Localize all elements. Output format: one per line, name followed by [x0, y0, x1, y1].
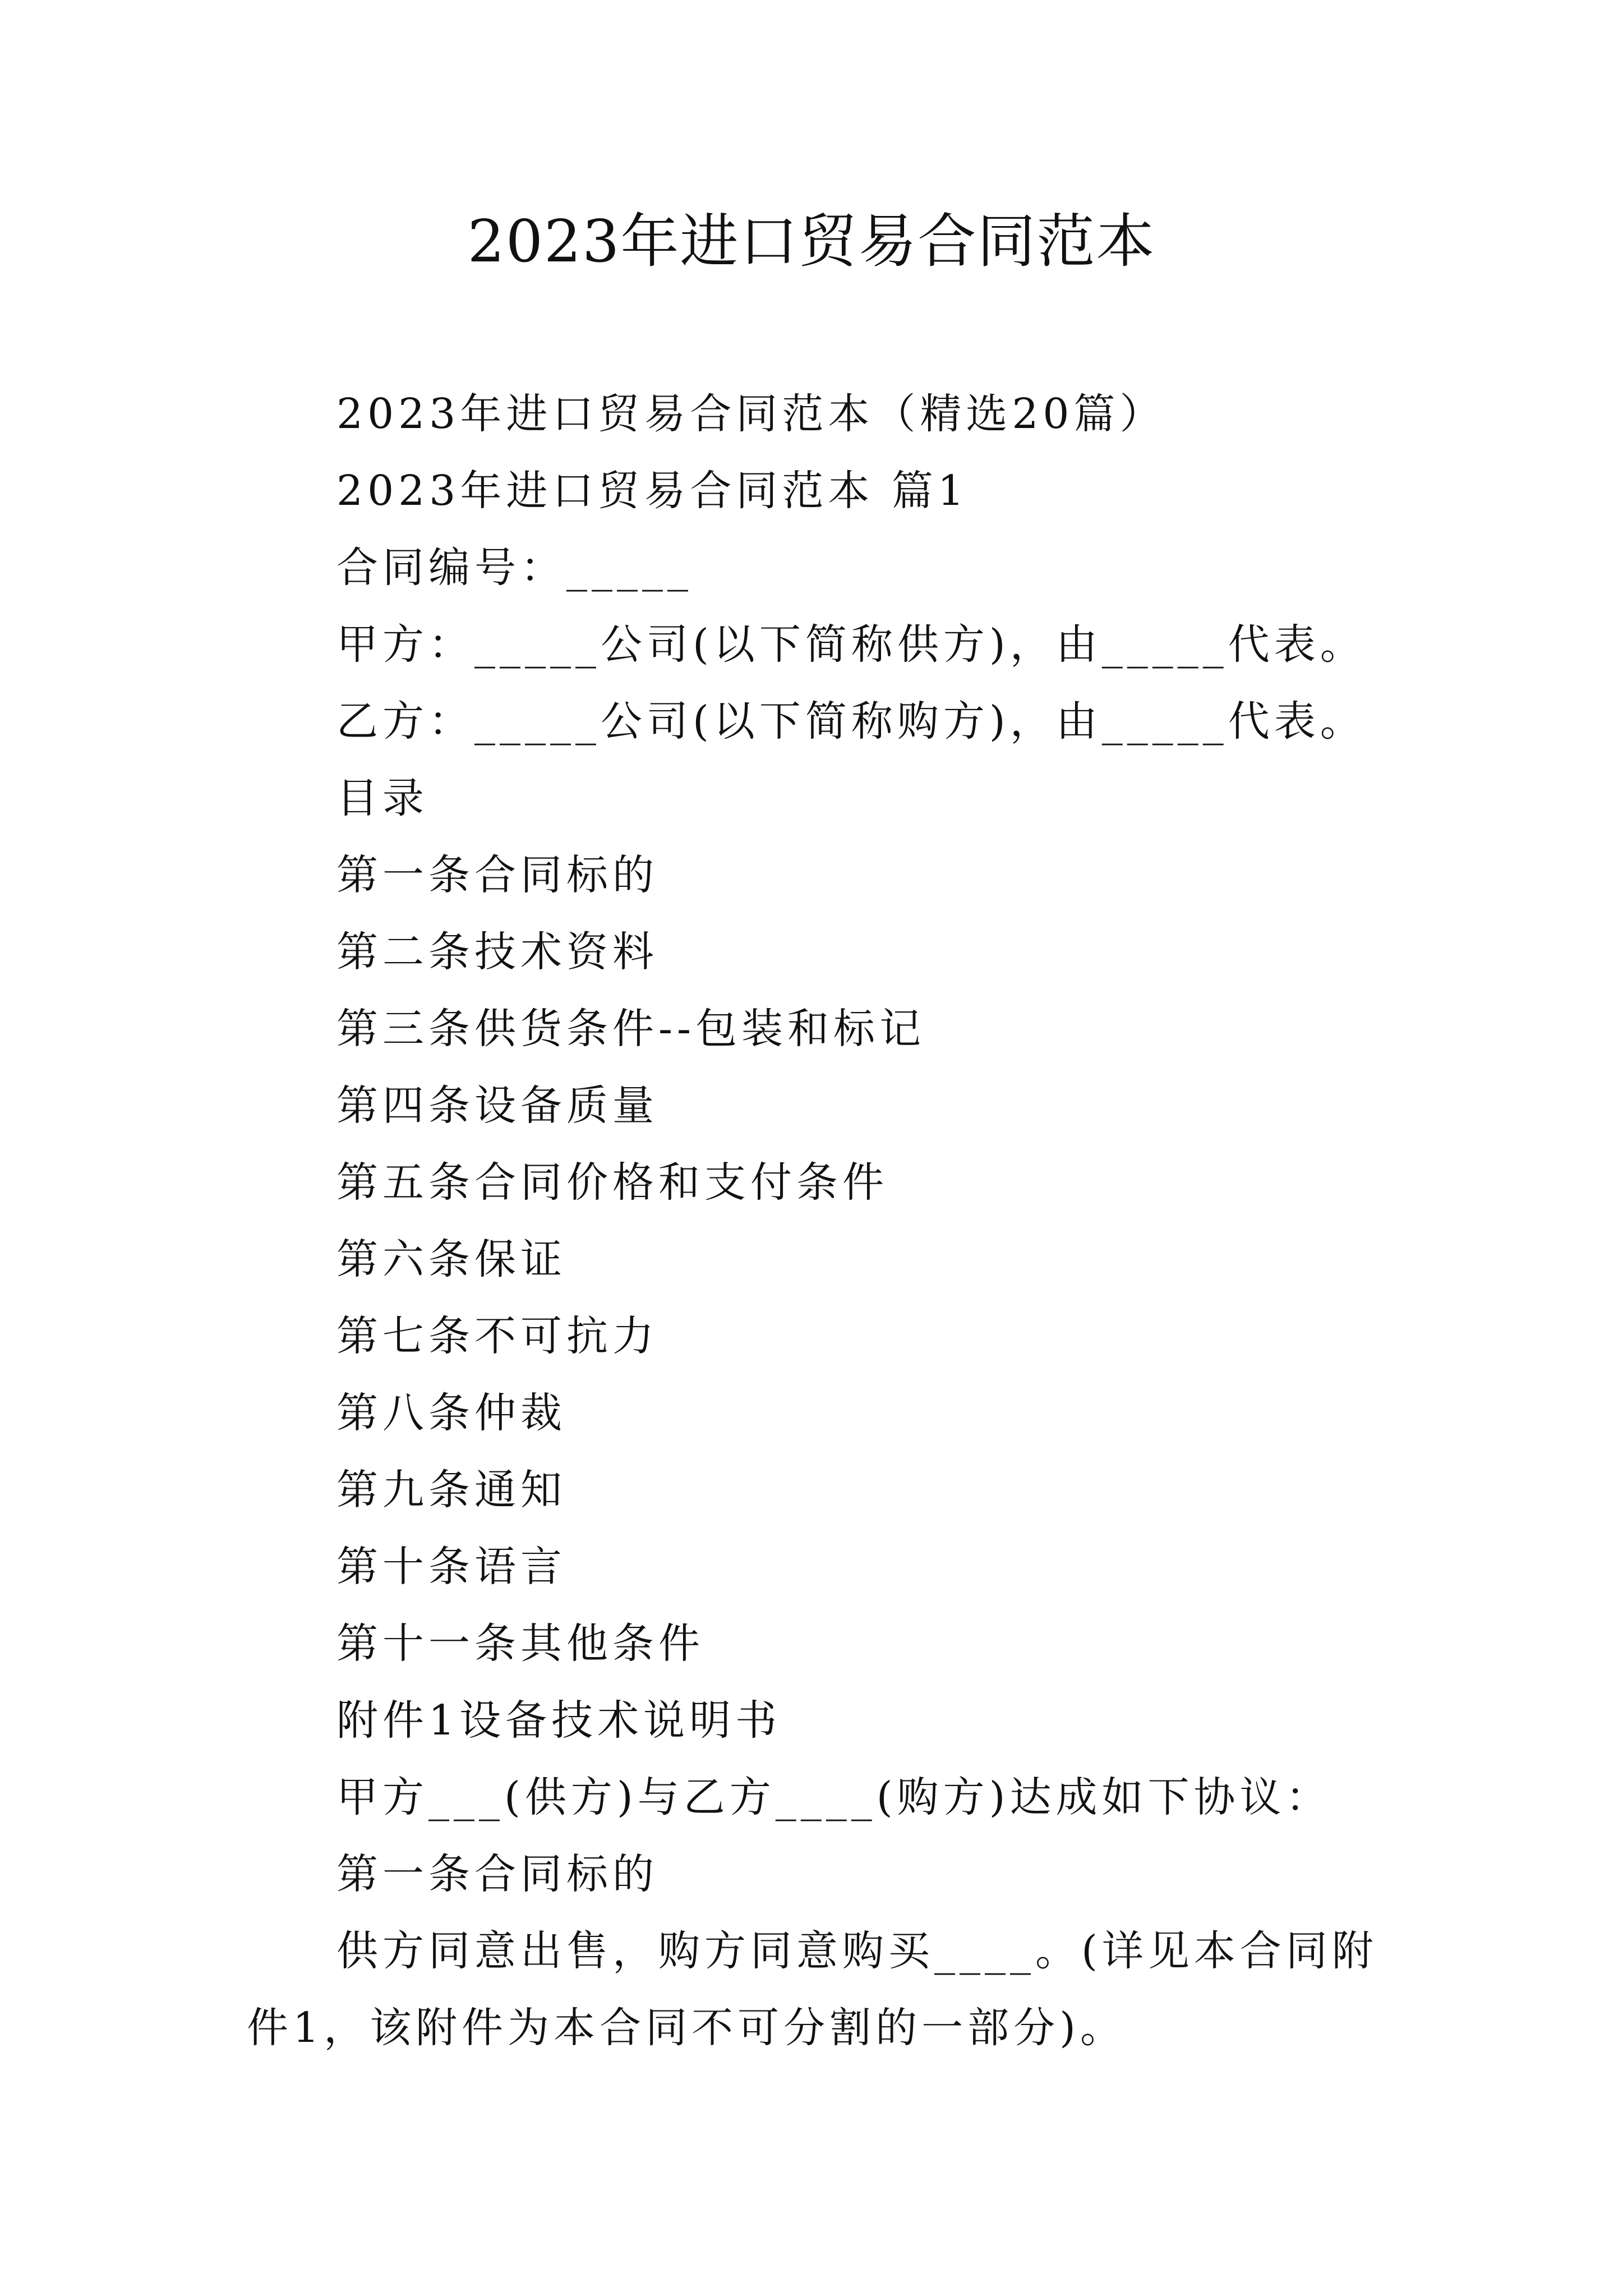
paragraph-article-body: 供方同意出售，购方同意购买____。(详见本合同附件1，该附件为本合同不可分割的一部分)。 [247, 1927, 1378, 2052]
paragraph-section-heading: 2023年进口贸易合同范本 篇1 [336, 467, 969, 515]
document-body [247, 376, 1391, 2067]
toc-item: 附件1设备技术说明书 [336, 1696, 782, 1745]
toc-item: 第六条保证 [336, 1235, 566, 1283]
paragraph-subtitle: 2023年进口贸易合同范本（精选20篇） [336, 390, 1166, 438]
toc-item: 第二条技术资料 [336, 928, 658, 976]
toc-item: 第四条设备质量 [336, 1082, 658, 1130]
paragraph-toc-heading: 目录 [336, 774, 428, 822]
toc-item: 第七条不可抗力 [336, 1312, 658, 1360]
paragraph-party-a: 甲方：_____公司(以下简称供方)，由_____代表。 [336, 620, 1366, 669]
toc-item: 第十条语言 [336, 1543, 566, 1591]
toc-item: 第九条通知 [336, 1466, 566, 1514]
toc-item: 第八条仲裁 [336, 1389, 566, 1437]
toc-item: 第五条合同价格和支付条件 [336, 1158, 888, 1207]
toc-item: 第三条供货条件--包装和标记 [336, 1005, 926, 1053]
paragraph-party-b: 乙方：_____公司(以下简称购方)，由_____代表。 [336, 697, 1366, 746]
document-title: 2023年进口贸易合同范本 [467, 207, 1156, 275]
toc-item: 第一条合同标的 [336, 851, 658, 899]
paragraph-agreement-intro: 甲方___(供方)与乙方____(购方)达成如下协议： [336, 1773, 1332, 1821]
paragraph-contract-number: 合同编号：_____ [336, 544, 693, 592]
paragraph-article-heading: 第一条合同标的 [336, 1850, 658, 1898]
toc-item: 第十一条其他条件 [336, 1619, 704, 1668]
